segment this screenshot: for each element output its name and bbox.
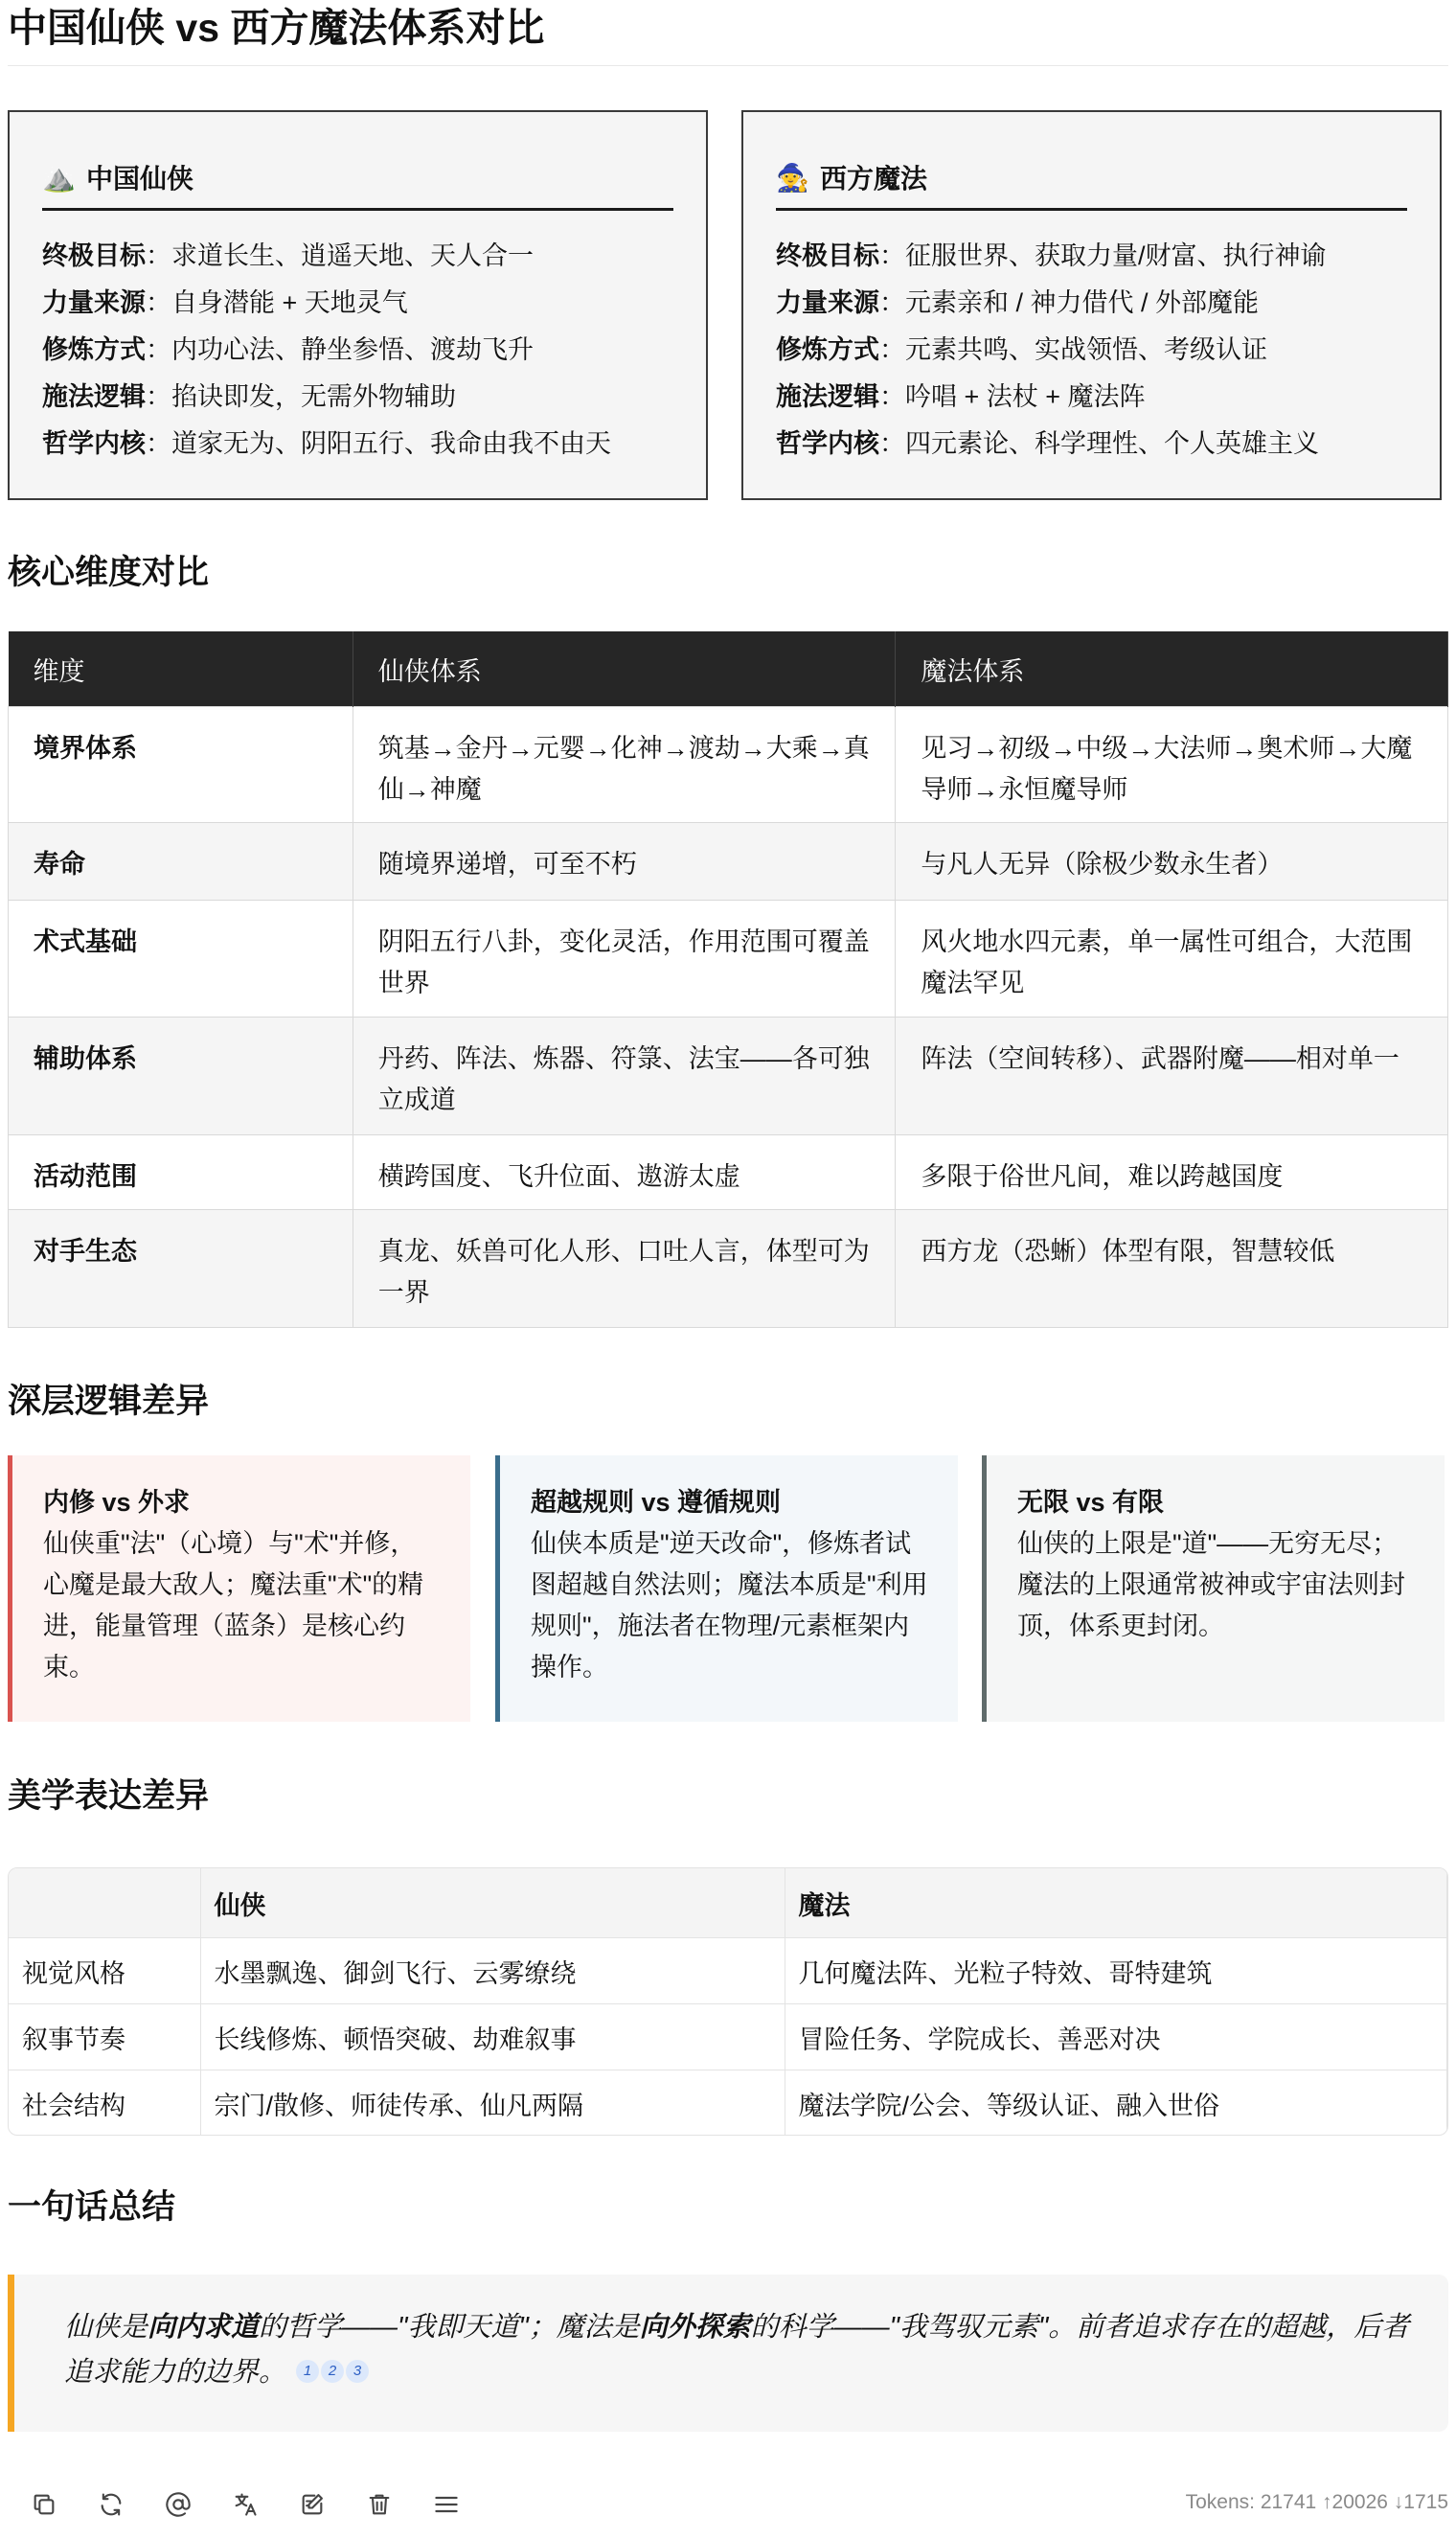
aesthetics-table [8,1867,1448,2136]
table-header-row [9,631,1448,707]
section-heading-core: 核心维度对比 [8,554,210,591]
table-header-row [9,1868,1447,1938]
emphasis: 向外探索 [639,2312,751,2343]
message-toolbar [8,2478,1448,2528]
column-header: 魔法体系 [896,631,1448,707]
token-usage: Tokens: 21741 ↑20026 ↓1715 [1185,2491,1448,2513]
edit-button[interactable] [291,2483,333,2526]
page-title: 中国仙侠 vs 西方魔法体系对比 [8,6,545,50]
card-row: 施法逻辑：吟唱 + 法杖 + 魔法阵 [776,382,1146,411]
translate-icon [232,2491,259,2518]
card-title: 中国仙侠 [86,164,194,194]
table-row: 辅助体系 丹药、阵法、炼器、符箓、法宝——各可独立成道 阵法（空间转移）、武器附魔——相对单一 [9,1018,1448,1135]
copy-button[interactable] [23,2483,65,2526]
edit-icon [299,2491,326,2518]
refresh-icon [98,2491,125,2518]
column-header: 魔法 [785,1868,1447,1938]
logic-card [495,1455,958,1722]
mountain-icon: ⛰️ [42,163,76,193]
card-header [776,147,1407,211]
table-row: 社会结构 宗门/散修、师徒传承、仙凡两隔 魔法学院/公会、等级认证、融入世俗 [9,2070,1447,2137]
section-heading-logic: 深层逻辑差异 [8,1383,210,1420]
logic-card-text: 仙侠的上限是"道"——无穷无尽；魔法的上限通常被神或宇宙法则封顶，体系更封闭。 [1017,1529,1405,1640]
card-row: 力量来源：自身潜能 + 天地灵气 [42,288,408,317]
more-menu-button[interactable] [425,2483,467,2526]
table-row: 视觉风格 水墨飘逸、御剑飞行、云雾缭绕 几何魔法阵、光粒子特效、哥特建筑 [9,1938,1447,2004]
card-row: 终极目标：征服世界、获取力量/财富、执行神谕 [776,241,1327,270]
card-title: 西方魔法 [820,164,928,194]
card-row: 力量来源：元素亲和 / 神力借代 / 外部魔能 [776,288,1260,317]
citation-link[interactable]: 3 [346,2360,369,2383]
card-xianxia [8,110,708,500]
emphasis: 向内求道 [148,2312,260,2343]
summary-quote: 仙侠是向内求道的哲学——"我即天道"；魔法是向外探索的科学——"我驾驭元素"。前者追求存在的超越，后者追求能力的边界。 1 2 3 [8,2275,1448,2432]
logic-card-title: 超越规则 vs 遵循规则 [531,1488,782,1517]
card-row: 哲学内核：道家无为、阴阳五行、我命由我不由天 [42,429,611,458]
logic-card [982,1455,1445,1722]
table-row: 术式基础 阴阳五行八卦，变化灵活，作用范围可覆盖世界 风火地水四元素，单一属性可组合，大范围魔法罕见 [9,901,1448,1018]
column-header: 仙侠 [200,1868,785,1938]
delete-button[interactable] [358,2483,400,2526]
section-heading-aesthetics: 美学表达差异 [8,1777,210,1815]
column-header [9,1868,200,1938]
card-western-magic [741,110,1442,500]
card-header [42,147,673,211]
card-row: 施法逻辑：掐诀即发，无需外物辅助 [42,382,456,411]
mention-icon [165,2491,192,2518]
card-row: 修炼方式：内功心法、静坐参悟、渡劫飞升 [42,335,534,364]
column-header: 仙侠体系 [353,631,896,707]
core-comparison-table [8,631,1448,1328]
table-row: 境界体系 筑基→金丹→元婴→化神→渡劫→大乘→真仙→神魔 见习→初级→中级→大法师→奥术师→大魔导师→永恒魔导师 [9,707,1448,823]
column-header: 维度 [9,631,353,707]
table-row: 寿命 随境界递增，可至不朽 与凡人无异（除极少数永生者） [9,823,1448,901]
logic-card-title: 无限 vs 有限 [1017,1488,1165,1517]
translate-button[interactable] [224,2483,266,2526]
logic-card-title: 内修 vs 外求 [43,1488,191,1517]
citation-link[interactable]: 2 [321,2360,344,2383]
regenerate-button[interactable] [90,2483,132,2526]
title-divider [8,65,1448,66]
logic-card-text: 仙侠重"法"（心境）与"术"并修，心魔是最大敌人；魔法重"术"的精进，能量管理（蓝条）是核心约束。 [43,1529,424,1681]
citation-link[interactable]: 1 [296,2360,319,2383]
copy-icon [31,2491,57,2518]
card-row: 终极目标：求道长生、逍遥天地、天人合一 [42,241,534,270]
table-row: 叙事节奏 长线修炼、顿悟突破、劫难叙事 冒险任务、学院成长、善恶对决 [9,2004,1447,2070]
table-row: 对手生态 真龙、妖兽可化人形、口吐人言，体型可为一界 西方龙（恐蜥）体型有限，智慧较低 [9,1210,1448,1328]
logic-card-text: 仙侠本质是"逆天改命"，修炼者试图超越自然法则；魔法本质是"利用规则"，施法者在物理/元素框架内操作。 [531,1529,928,1681]
menu-icon [433,2491,460,2518]
table-row: 活动范围 横跨国度、飞升位面、遨游太虚 多限于俗世凡间，难以跨越国度 [9,1135,1448,1210]
card-row: 哲学内核：四元素论、科学理性、个人英雄主义 [776,429,1319,458]
delete-icon [366,2491,393,2518]
section-heading-summary: 一句话总结 [8,2188,176,2226]
mention-button[interactable] [157,2483,199,2526]
logic-card [8,1455,470,1722]
card-row: 修炼方式：元素共鸣、实战领悟、考级认证 [776,335,1267,364]
mage-icon: 🧙 [776,163,809,193]
